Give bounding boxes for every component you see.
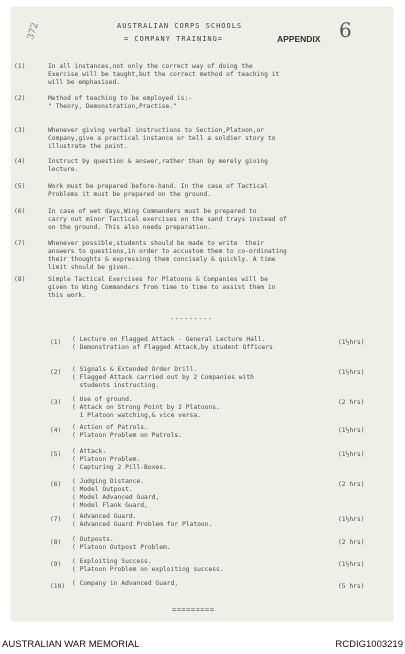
paragraph-number: (8) — [14, 276, 26, 283]
schedule-line: ( Demonstration of Flagged Attack,by student Officers — [72, 344, 273, 351]
schedule-number: (10) — [50, 583, 66, 590]
paragraph-line: Work must be prepared before-hand. In the case of Tactical — [48, 183, 268, 190]
schedule-duration: (2 hrs) — [338, 539, 365, 546]
separator-end: ========= — [172, 606, 215, 614]
schedule-number: (7) — [50, 516, 62, 523]
schedule-number: (4) — [50, 427, 62, 434]
paragraph-line: illustrate the point. — [48, 143, 128, 150]
paragraph-line: Whenever possible,students should be made to write their — [48, 240, 265, 247]
schedule-line: ( Platoon Problem. — [72, 456, 141, 463]
document-page — [12, 8, 392, 620]
handwritten-number: 6 — [339, 18, 352, 42]
schedule-line: ( Model Flank Guard, — [72, 502, 148, 509]
schedule-line: ( Signals & Extended Order Drill. — [72, 366, 198, 373]
paragraph-line: In case of wet days,Wing Commanders must be prepared to — [48, 208, 257, 215]
schedule-number: (3) — [50, 399, 62, 406]
schedule-duration: (1½hrs) — [338, 369, 365, 376]
schedule-duration: (1½hrs) — [338, 427, 365, 434]
paragraph-line: will be emphasised. — [48, 79, 121, 86]
header-line-1: AUSTRALIAN CORPS SCHOOLS — [117, 22, 243, 30]
schedule-line: ( Platoon Problem on Patrols. — [72, 432, 182, 439]
schedule-line: ( Advanced Guard Problem for Platoon. — [72, 521, 213, 528]
schedule-number: (6) — [50, 481, 62, 488]
schedule-line: ( Outposts. — [72, 536, 114, 543]
paragraph-number: (6) — [14, 208, 26, 215]
schedule-duration: (5 hrs) — [338, 583, 365, 590]
paragraph-line: Whenever giving verbal instructions to Section,Platoon,or — [48, 127, 265, 134]
schedule-line: ( Platoon Outpost Problem. — [72, 544, 171, 551]
paragraph-line: Simple Tactical Exercises for Platoons & Companies will be — [48, 276, 268, 283]
paragraph-line: Method of teaching to be employed is:- — [48, 95, 193, 102]
schedule-number: (9) — [50, 561, 62, 568]
paragraph-line: on the ground. This also needs preparation. — [48, 224, 212, 231]
schedule-line: ( Exploiting Success. — [72, 558, 152, 565]
schedule-number: (1) — [50, 339, 62, 346]
handwritten-side-note: 372 — [26, 21, 41, 42]
paragraph-line: carry out minor Tactical exercises on the sand trays instead of — [48, 216, 287, 223]
schedule-line: 1 Platoon watching,& vice versa. — [72, 412, 201, 419]
footer-record-id: RCDIG1003219 — [335, 639, 403, 650]
schedule-line: ( Model Advanced Guard, — [72, 494, 160, 501]
paragraph-line: given to Wing Commanders from time to time to assist them in — [48, 284, 276, 291]
paragraph-line: Instruct by question & answer,rather than by merely giving — [48, 158, 268, 165]
paragraph-line: Exercise will be taught,but the correct method of teaching it — [48, 71, 280, 78]
paragraph-line: lecture. — [48, 166, 79, 173]
schedule-line: ( Model Outpost. — [72, 486, 133, 493]
paragraph-line: In all instances,not only the correct way of doing the — [48, 63, 253, 70]
paragraph-number: (1) — [14, 63, 26, 70]
schedule-line: students instructing. — [72, 382, 160, 389]
paragraph-line: answers to questions,in order to accustom them to co-ordinating — [48, 248, 287, 255]
schedule-duration: (1½hrs) — [338, 339, 365, 346]
paragraph-number: (7) — [14, 240, 26, 247]
schedule-line: ( Judging Distance. — [72, 478, 145, 485]
schedule-line: ( Capturing 2 Pill-Boxes. — [72, 464, 167, 471]
paragraph-line: limit should be given. — [48, 264, 132, 271]
schedule-duration: (2 hrs) — [338, 481, 365, 488]
paragraph-line: Problems it must be prepared on the ground. — [48, 191, 212, 198]
separator-mid: --------- — [170, 315, 213, 323]
schedule-line: ( Action of Patrols. — [72, 424, 148, 431]
schedule-line: ( Company in Advanced Guard, — [72, 580, 179, 587]
schedule-duration: (2 hrs) — [338, 399, 365, 406]
paragraph-number: (3) — [14, 127, 26, 134]
schedule-line: ( Flagged Attack carried out by 2 Companies with — [72, 374, 254, 381]
schedule-number: (2) — [50, 369, 62, 376]
paragraph-line: " Theory, Demonstration,Practise." — [48, 103, 177, 110]
paragraph-number: (5) — [14, 183, 26, 190]
schedule-line: ( Advanced Guard. — [72, 513, 137, 520]
header-line-2: = COMPANY TRAINING= — [124, 35, 224, 43]
schedule-line: ( Attack. — [72, 448, 107, 455]
paragraph-line: this work. — [48, 292, 86, 299]
schedule-number: (8) — [50, 539, 62, 546]
schedule-duration: (1½hrs) — [338, 561, 365, 568]
schedule-line: ( Platoon Problem on exploiting success. — [72, 566, 224, 573]
schedule-duration: (1½hrs) — [338, 516, 365, 523]
schedule-line: ( Lecture on Flagged Attack - General Lecture Hall. — [72, 336, 266, 343]
paragraph-line: Company,give a practical instance or tell a soldier story to — [48, 135, 276, 142]
schedule-line: ( Use of ground. — [72, 396, 133, 403]
paragraph-line: their thoughts & expressing them concisely & quickly. A time — [48, 256, 276, 263]
schedule-number: (5) — [50, 451, 62, 458]
footer-archive-name: AUSTRALIAN WAR MEMORIAL — [2, 639, 140, 650]
paragraph-number: (2) — [14, 95, 26, 102]
paragraph-number: (4) — [14, 158, 26, 165]
schedule-duration: (1½hrs) — [338, 451, 365, 458]
schedule-line: ( Attack on Strong Point by 2 Platoons. — [72, 404, 220, 411]
appendix-stamp: APPENDIX — [277, 34, 321, 44]
